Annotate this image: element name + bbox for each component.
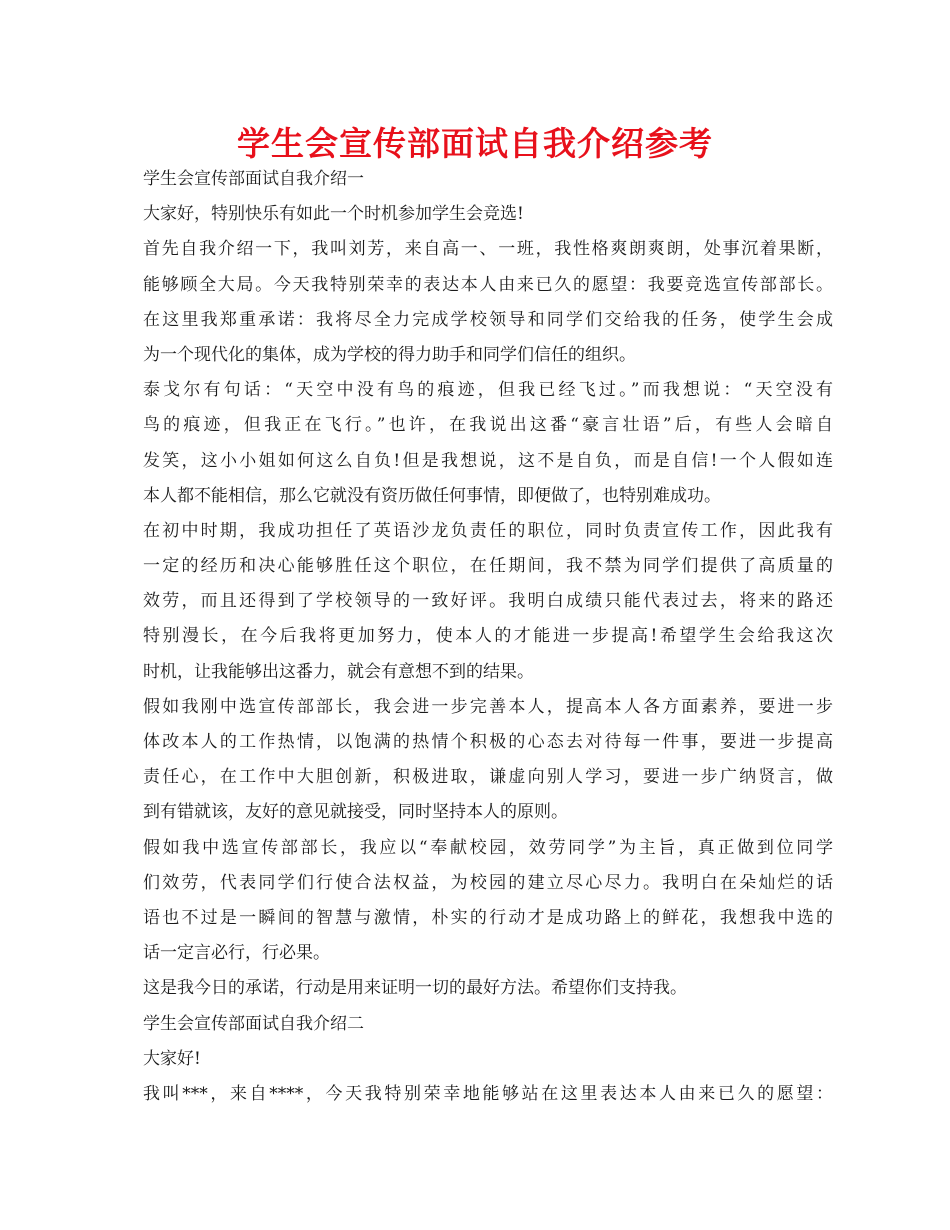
paragraph-line: 效劳，而且还得到了学校领导的一致好评。我明白成绩只能代表过去，将来的路还	[143, 591, 833, 612]
paragraph-line: 鸟的痕迹，但我正在飞行。”也许，在我说出这番“豪言壮语”后，有些人会暗自	[143, 415, 833, 436]
paragraph-line: 这是我今日的承诺，行动是用来证明一切的最好方法。希望你们支持我。	[143, 978, 687, 999]
paragraph-line: 特别漫长，在今后我将更加努力，使本人的才能进一步提高!希望学生会给我这次	[143, 626, 833, 647]
paragraph-line: 泰戈尔有句话：“天空中没有鸟的痕迹，但我已经飞过。”而我想说：“天空没有	[143, 380, 833, 401]
paragraph-line: 到有错就该，友好的意见就接受，同时坚持本人的原则。	[143, 802, 568, 823]
paragraph-line: 我叫***，来自****，今天我特别荣幸地能够站在这里表达本人由来已久的愿望：	[143, 1083, 833, 1104]
document-body	[143, 162, 833, 1112]
paragraph-line: 发笑，这小小姐如何这么自负!但是我想说，这不是自负，而是自信!一个人假如连	[143, 450, 833, 471]
document-title: 学生会宣传部面试自我介绍参考	[237, 124, 713, 163]
paragraph-line: 话一定言必行，行必果。	[143, 943, 330, 964]
paragraph-line: 学生会宣传部面试自我介绍二	[143, 1013, 364, 1034]
paragraph-line: 们效劳，代表同学们行使合法权益，为校园的建立尽心尽力。我明白在朵灿烂的话	[143, 872, 833, 893]
paragraph-line: 时机，让我能够出这番力，就会有意想不到的结果。	[143, 661, 534, 682]
paragraph-line: 学生会宣传部面试自我介绍一	[143, 169, 364, 189]
paragraph-line: 责任心，在工作中大胆创新，积极进取，谦虚向别人学习，要进一步广纳贤言，做	[143, 767, 833, 788]
paragraph-line: 语也不过是一瞬间的智慧与激情，朴实的行动才是成功路上的鲜花，我想我中选的	[143, 907, 833, 928]
paragraph-line: 大家好，特别快乐有如此一个时机参加学生会竞选!	[143, 204, 524, 225]
paragraph-line: 一定的经历和决心能够胜任这个职位，在任期间，我不禁为同学们提供了高质量的	[143, 556, 833, 577]
paragraph-line: 假如我中选宣传部部长，我应以“奉献校园，效劳同学”为主旨，真正做到位同学	[143, 837, 833, 858]
paragraph-line: 在这里我郑重承诺：我将尽全力完成学校领导和同学们交给我的任务，使学生会成	[143, 309, 833, 330]
paragraph-line: 为一个现代化的集体，成为学校的得力助手和同学们信任的组织。	[143, 344, 636, 365]
paragraph-line: 体改本人的工作热情，以饱满的热情个积极的心态去对待每一件事，要进一步提高	[143, 732, 833, 752]
paragraph-line: 大家好!	[143, 1048, 201, 1069]
paragraph-line: 在初中时期，我成功担任了英语沙龙负责任的职位，同时负责宣传工作，因此我有	[143, 520, 833, 541]
paragraph-line: 首先自我介绍一下，我叫刘芳，来自高一、一班，我性格爽朗爽朗，处事沉着果断，	[143, 239, 833, 260]
paragraph-line: 本人都不能相信，那么它就没有资历做任何事情，即便做了，也特别难成功。	[143, 485, 721, 506]
paragraph-line: 假如我刚中选宣传部部长，我会进一步完善本人，提高本人各方面素养，要进一步	[143, 696, 833, 717]
paragraph-line: 能够顾全大局。今天我特别荣幸的表达本人由来已久的愿望：我要竞选宣传部部长。	[143, 274, 833, 295]
